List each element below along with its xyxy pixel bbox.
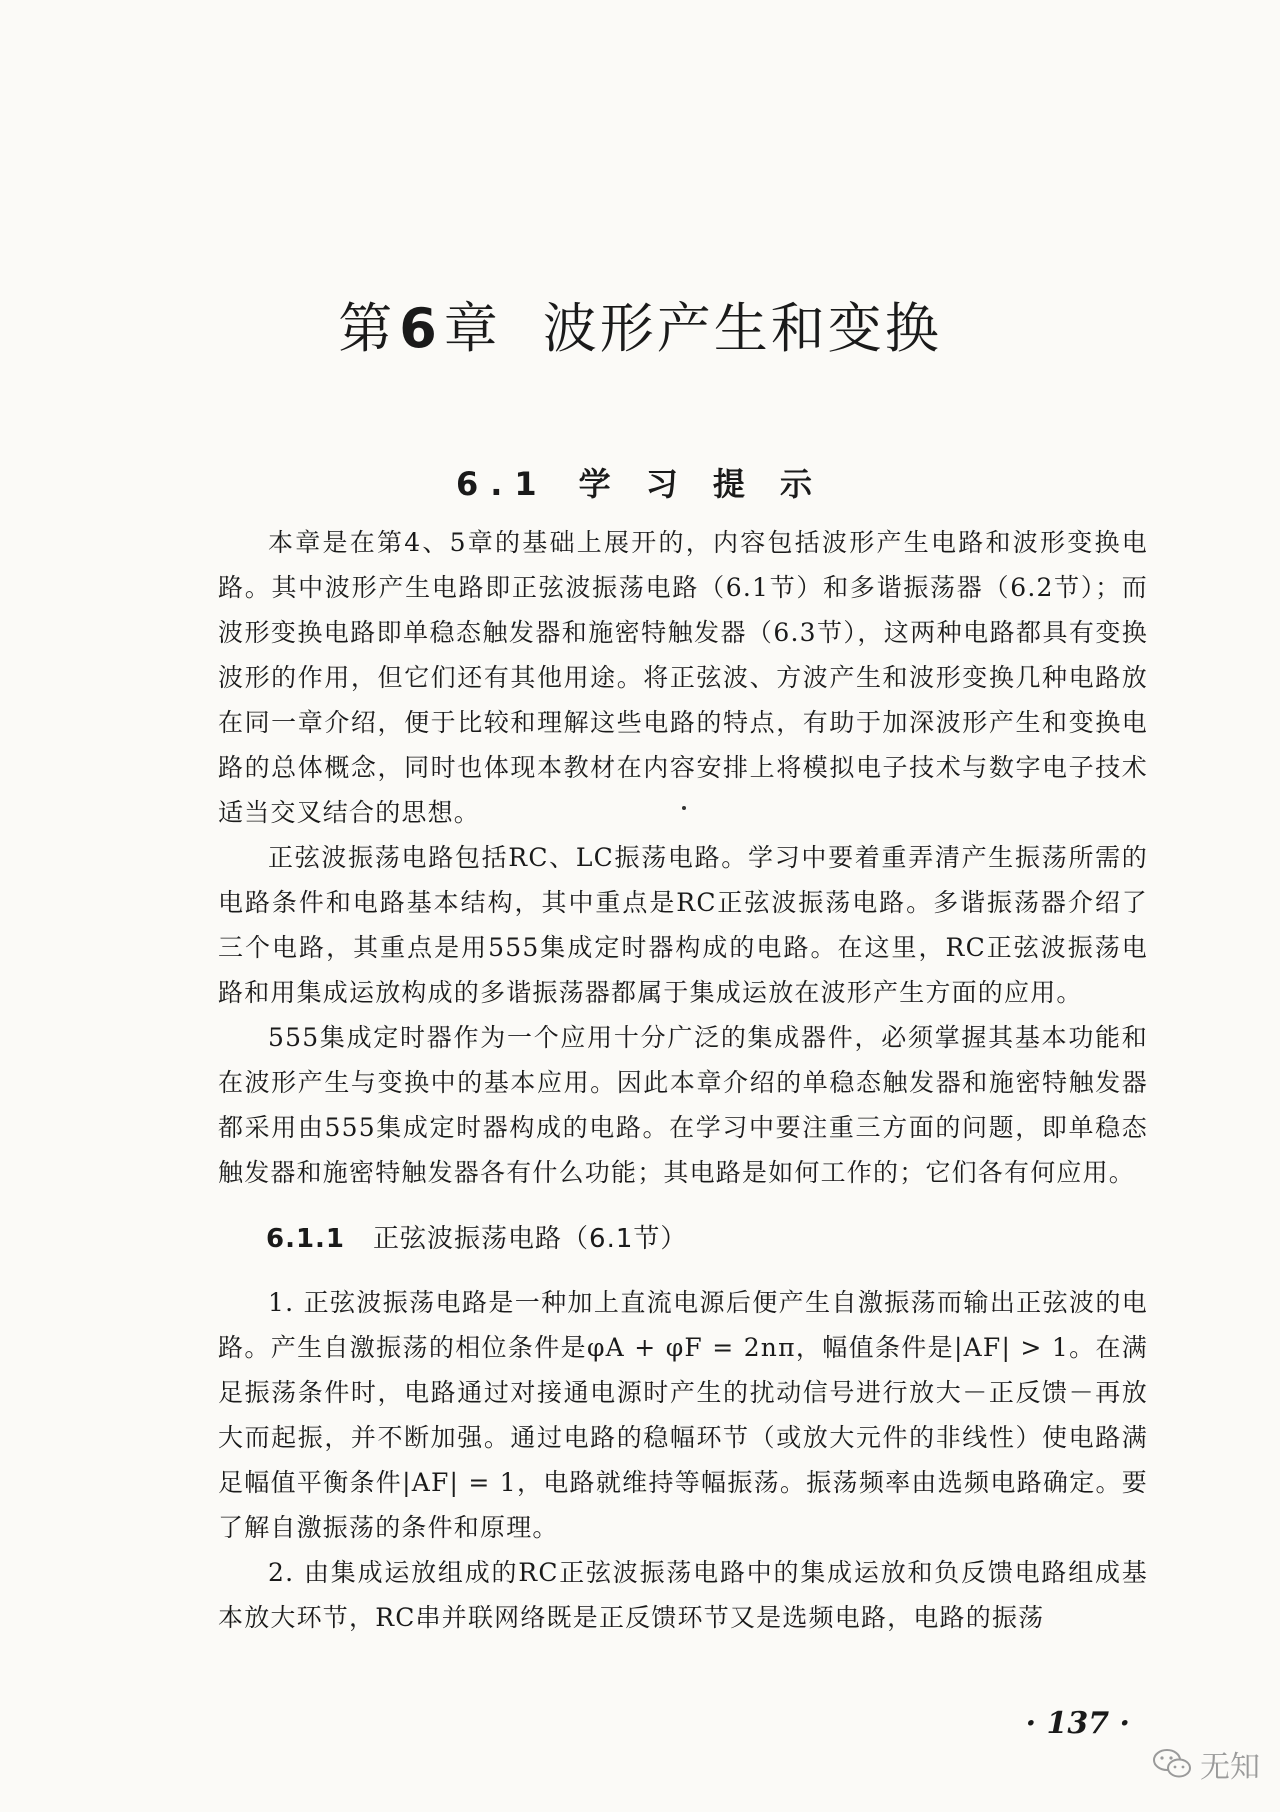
watermark (1152, 1742, 1260, 1786)
subsection-number: 6.1.1 (266, 1224, 346, 1254)
subsection-heading (266, 1217, 1148, 1262)
chat-bubble-icon (1152, 1747, 1192, 1781)
chapter-name: 波形产生和变换 (542, 297, 942, 361)
print-speck (682, 806, 686, 810)
paragraph: 本章是在第4、5章的基础上展开的，内容包括波形产生电路和波形变换电路。其中波形产生电路即正弦波振荡电路（6.1节）和多谐振荡器（6.2节）；而波形变换电路即单稳态触发器和施密特触发器（6.3节），这两种电路都具有变换波形的作用，但它们还有其他用途。将正弦波、方波产生和波形变换几种电路放在同一章介绍，便于比较和理解这些电路的特点，有助于加深波形产生和变换电路的总体概念，同时也体现本教材在内容安排上将模拟电子技术与数字电子技术适当交叉结合的思想。 (218, 528, 1148, 827)
watermark-text: 无知 (1200, 1750, 1260, 1785)
chapter-title (0, 286, 1280, 363)
body-text (218, 520, 1148, 1640)
paragraph: 555集成定时器作为一个应用十分广泛的集成器件，必须掌握其基本功能和在波形产生与变换中的基本应用。因此本章介绍的单稳态触发器和施密特触发器都采用由555集成定时器构成的电路。在学习中要注重三方面的问题，即单稳态触发器和施密特触发器各有什么功能；其电路是如何工作的；它们各有何应用。 (218, 1023, 1148, 1187)
section-number: 6.1 (455, 464, 549, 503)
section-title (0, 459, 1280, 505)
list-item: 2. 由集成运放组成的RC正弦波振荡电路中的集成运放和负反馈电路组成基本放大环节，RC串并联网络既是正反馈环节又是选频电路，电路的振荡 (218, 1558, 1148, 1632)
section-name: 学 习 提 示 (578, 464, 825, 503)
chapter-number: 6 (399, 297, 440, 361)
chapter-suffix: 章 (443, 297, 501, 361)
subsection-title: 正弦波振荡电路（6.1节） (373, 1224, 688, 1254)
chapter-prefix: 第 (338, 297, 396, 361)
paragraph: 正弦波振荡电路包括RC、LC振荡电路。学习中要着重弄清产生振荡所需的电路条件和电路基本结构，其中重点是RC正弦波振荡电路。多谐振荡器介绍了三个电路，其重点是用555集成定时器构成的电路。在这里，RC正弦波振荡电路和用集成运放构成的多谐振荡器都属于集成运放在波形产生方面的应用。 (218, 843, 1148, 1007)
list-item: 1. 正弦波振荡电路是一种加上直流电源后便产生自激振荡而输出正弦波的电路。产生自激振荡的相位条件是φA + φF = 2nπ，幅值条件是|AF| > 1。在满足振荡条件时，电路通过对接通电源时产生的扰动信号进行放大－正反馈－再放大而起振，并不断加强。通过电路的稳幅环节（或放大元件的非线性）使电路满足幅值平衡条件|AF| = 1，电路就维持等幅振荡。振荡频率由选频电路确定。要了解自激振荡的条件和原理。 (218, 1288, 1148, 1542)
page-number: · 137 · (1025, 1706, 1130, 1741)
